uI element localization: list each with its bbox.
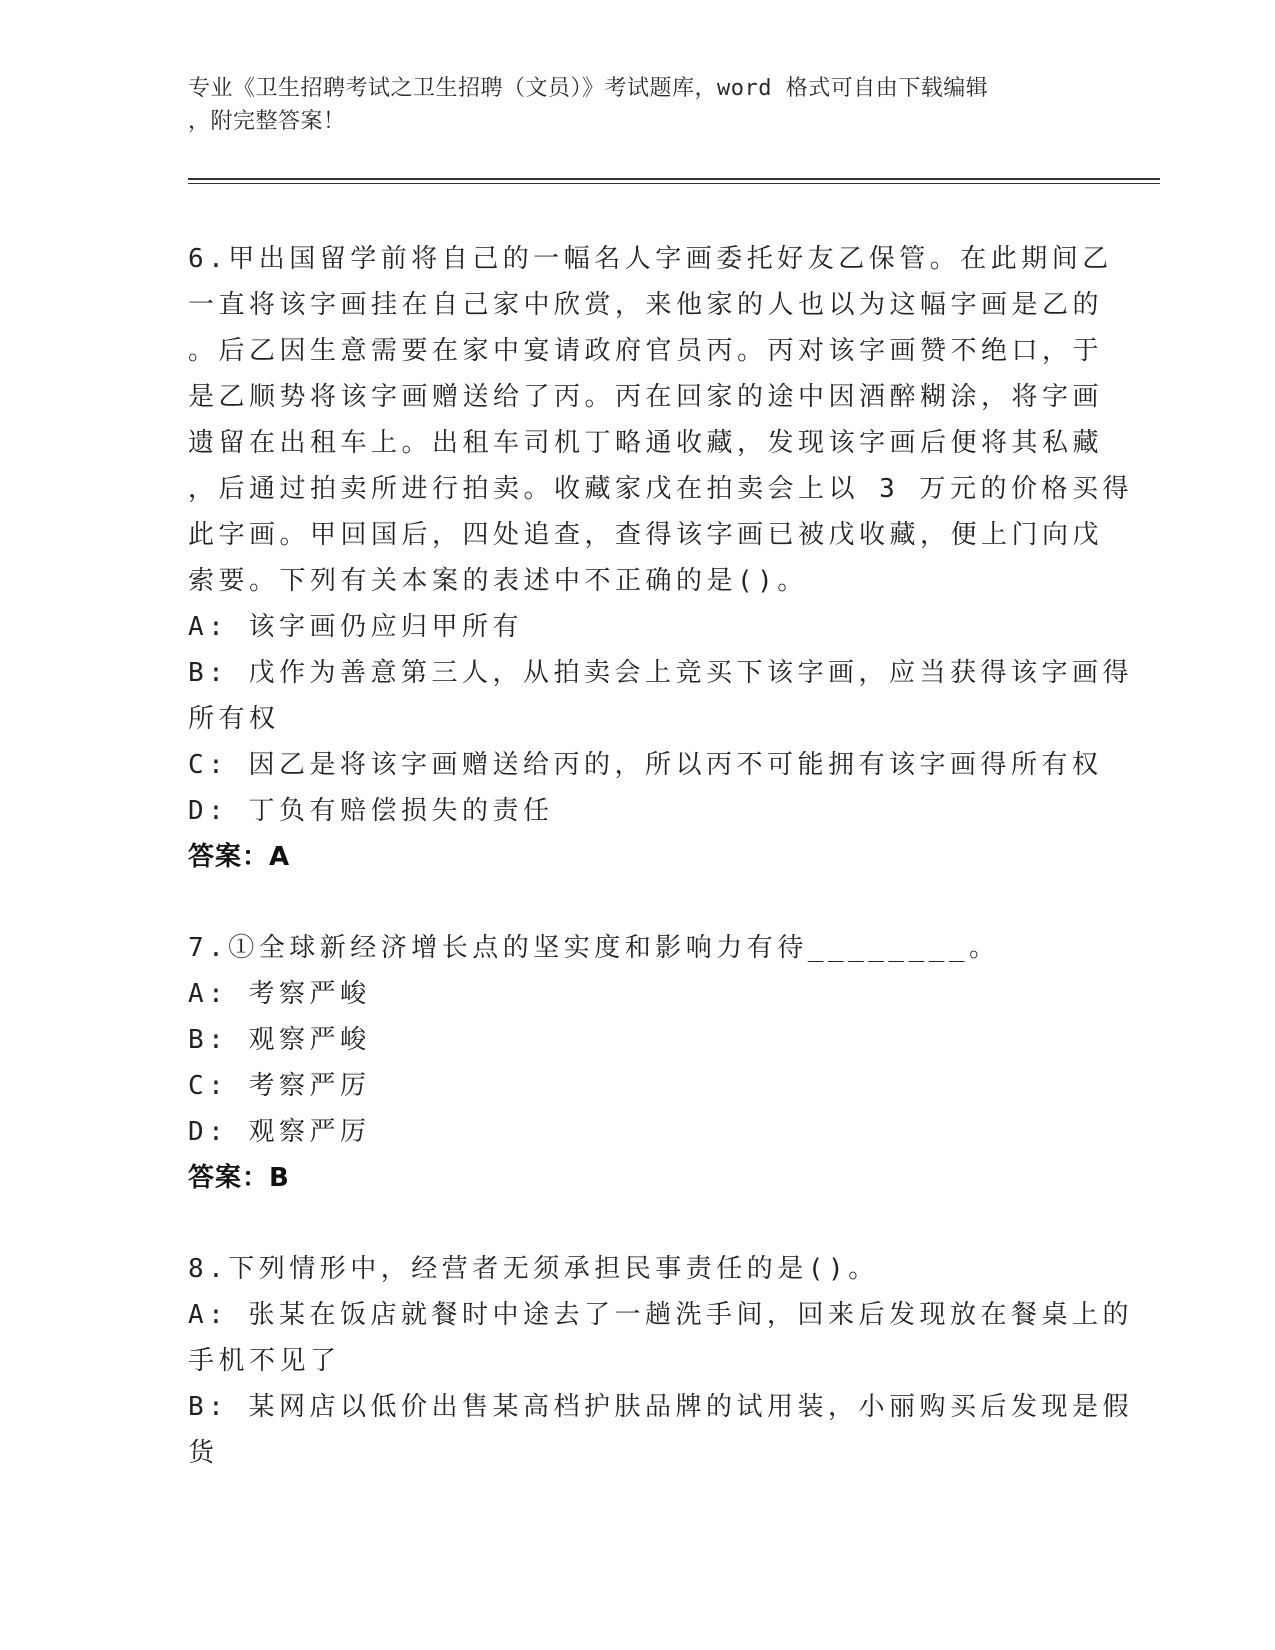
question-8 [188,1246,1133,1476]
question-text-line: 是乙顺势将该字画赠送给了丙。丙在回家的途中因酒醉糊涂，将字画 [188,382,1104,412]
option-a: A: 考察严峻 [188,979,371,1009]
answer-label: 答案：B [188,1163,290,1193]
option-b: B: 戊作为善意第三人，从拍卖会上竞买下该字画，应当获得该字画得 [188,658,1133,688]
option-d: D: 观察严厉 [188,1117,371,1147]
question-text-line: 8.下列情形中，经营者无须承担民事责任的是()。 [188,1254,879,1284]
option-a-continued: 手机不见了 [188,1346,341,1376]
question-text-line: 6.甲出国留学前将自己的一幅名人字画委托好友乙保管。在此期间乙 [188,244,1113,274]
option-b-continued: 所有权 [188,704,280,734]
header-line-1: 专业《卫生招聘考试之卫生招聘（文员）》考试题库，word 格式可自由下载编辑 [188,76,989,101]
option-b: B: 观察严峻 [188,1025,371,1055]
question-text-line: 一直将该字画挂在自己家中欣赏，来他家的人也以为这幅字画是乙的 [188,290,1104,320]
option-a: A: 该字画仍应归甲所有 [188,612,523,642]
option-b-continued: 货 [188,1438,219,1468]
option-c: C: 考察严厉 [188,1071,371,1101]
question-text-line: 。后乙因生意需要在家中宴请政府官员丙。丙对该字画赞不绝口，于 [188,336,1104,366]
question-text-line: 遗留在出租车上。出租车司机丁略通收藏，发现该字画后便将其私藏 [188,428,1104,458]
question-7 [188,925,1078,1201]
question-text-line: 此字画。甲回国后，四处追查，查得该字画已被戊收藏，便上门向戊 [188,520,1104,550]
answer-label: 答案：A [188,842,291,872]
option-b: B: 某网店以低价出售某高档护肤品牌的试用装，小丽购买后发现是假 [188,1392,1133,1422]
option-a: A: 张某在饭店就餐时中途去了一趟洗手间，回来后发现放在餐桌上的 [188,1300,1133,1330]
question-text-line: 7.①全球新经济增长点的坚实度和影响力有待________。 [188,933,1000,963]
header-divider-thin [188,183,1160,184]
option-d: D: 丁负有赔偿损失的责任 [188,796,554,826]
question-list [188,236,1133,1476]
question-text-line: ，后通过拍卖所进行拍卖。收藏家戊在拍卖会上以 3 万元的价格买得 [188,474,1133,504]
question-text-line: 索要。下列有关本案的表述中不正确的是()。 [188,566,808,596]
question-6 [188,236,1133,880]
document-header [188,72,1068,138]
header-line-2: ，附完整答案！ [188,109,346,134]
option-c: C: 因乙是将该字画赠送给丙的，所以丙不可能拥有该字画得所有权 [188,750,1103,780]
header-divider-thick [188,178,1160,180]
